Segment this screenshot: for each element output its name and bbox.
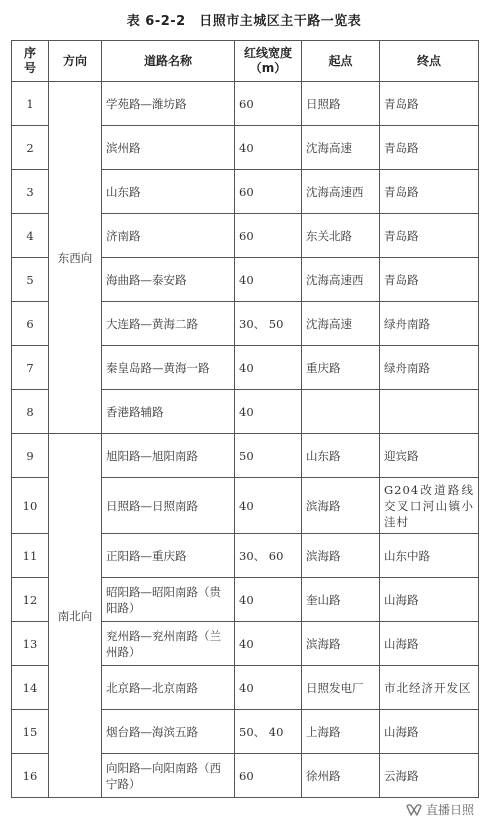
arterial-roads-table: [11, 40, 479, 798]
cell-road-name: 大连路—黄海二路: [102, 302, 235, 346]
cell-width: 40: [235, 390, 302, 434]
cell-width: 40: [235, 578, 302, 622]
cell-end: 山海路: [380, 622, 479, 666]
cell-start: 奎山路: [302, 578, 380, 622]
cell-end: G204改道路线交叉口河山镇小洼村: [380, 478, 479, 534]
cell-no: 9: [12, 434, 49, 478]
cell-start: [302, 390, 380, 434]
cell-road-name: 济南路: [102, 214, 235, 258]
cell-end: 山海路: [380, 710, 479, 754]
cell-end: 青岛路: [380, 170, 479, 214]
cell-no: 12: [12, 578, 49, 622]
cell-width: 40: [235, 346, 302, 390]
header-start: 起点: [302, 41, 380, 82]
watermark: [406, 801, 474, 818]
cell-no: 8: [12, 390, 49, 434]
cell-direction: 南北向: [49, 434, 102, 798]
cell-start: 滨海路: [302, 478, 380, 534]
cell-end: 山东中路: [380, 534, 479, 578]
cell-start: 滨海路: [302, 622, 380, 666]
cell-no: 2: [12, 126, 49, 170]
cell-start: 沈海高速西: [302, 170, 380, 214]
cell-end: 青岛路: [380, 214, 479, 258]
cell-no: 5: [12, 258, 49, 302]
cell-road-name: 昭阳路—昭阳南路（贵阳路）: [102, 578, 235, 622]
cell-end: 绿舟南路: [380, 346, 479, 390]
cell-width: 30、 60: [235, 534, 302, 578]
header-name: 道路名称: [102, 41, 235, 82]
cell-end: 迎宾路: [380, 434, 479, 478]
cell-width: 40: [235, 666, 302, 710]
cell-end: 市北经济开发区: [380, 666, 479, 710]
table-row: [12, 82, 479, 126]
cell-width: 50: [235, 434, 302, 478]
cell-no: 10: [12, 478, 49, 534]
table-header-row: [12, 41, 479, 82]
cell-width: 60: [235, 170, 302, 214]
cell-road-name: 旭阳路—旭阳南路: [102, 434, 235, 478]
cell-no: 13: [12, 622, 49, 666]
header-width: 红线宽度（m）: [235, 41, 302, 82]
cell-end: 青岛路: [380, 258, 479, 302]
cell-road-name: 日照路—日照南路: [102, 478, 235, 534]
cell-road-name: 香港路辅路: [102, 390, 235, 434]
cell-start: 山东路: [302, 434, 380, 478]
cell-end: 青岛路: [380, 82, 479, 126]
cell-start: 重庆路: [302, 346, 380, 390]
cell-end: 绿舟南路: [380, 302, 479, 346]
cell-no: 11: [12, 534, 49, 578]
cell-width: 40: [235, 478, 302, 534]
cell-road-name: 滨州路: [102, 126, 235, 170]
cell-no: 3: [12, 170, 49, 214]
cell-width: 40: [235, 622, 302, 666]
cell-width: 60: [235, 754, 302, 798]
cell-no: 6: [12, 302, 49, 346]
cell-width: 60: [235, 82, 302, 126]
table-row: [12, 434, 479, 478]
cell-end: 山海路: [380, 578, 479, 622]
cell-no: 14: [12, 666, 49, 710]
table-title: 表 6-2-2 日照市主城区主干路一览表: [126, 14, 362, 29]
cell-road-name: 学苑路—潍坊路: [102, 82, 235, 126]
cell-start: 东关北路: [302, 214, 380, 258]
cell-no: 7: [12, 346, 49, 390]
cell-width: 40: [235, 126, 302, 170]
cell-road-name: 北京路—北京南路: [102, 666, 235, 710]
cell-end: [380, 390, 479, 434]
cell-road-name: 秦皇岛路—黄海一路: [102, 346, 235, 390]
cell-start: 沈海高速: [302, 302, 380, 346]
cell-road-name: 向阳路—向阳南路（西宁路）: [102, 754, 235, 798]
cell-no: 4: [12, 214, 49, 258]
cell-end: 云海路: [380, 754, 479, 798]
cell-start: 徐州路: [302, 754, 380, 798]
cell-width: 60: [235, 214, 302, 258]
cell-width: 50、 40: [235, 710, 302, 754]
cell-start: 沈海高速: [302, 126, 380, 170]
cell-direction: 东西向: [49, 82, 102, 434]
cell-road-name: 兖州路—兖州南路（兰州路）: [102, 622, 235, 666]
cell-start: 日照路: [302, 82, 380, 126]
cell-width: 40: [235, 258, 302, 302]
cell-road-name: 山东路: [102, 170, 235, 214]
cell-no: 15: [12, 710, 49, 754]
cell-end: 青岛路: [380, 126, 479, 170]
header-no: 序号: [12, 41, 49, 82]
watermark-text: 直播日照: [425, 803, 474, 817]
header-direction: 方向: [49, 41, 102, 82]
header-end: 终点: [380, 41, 479, 82]
cell-road-name: 海曲路—泰安路: [102, 258, 235, 302]
cell-start: 日照发电厂: [302, 666, 380, 710]
cell-width: 30、 50: [235, 302, 302, 346]
wechat-channel-icon: [406, 803, 422, 817]
cell-road-name: 正阳路—重庆路: [102, 534, 235, 578]
cell-start: 滨海路: [302, 534, 380, 578]
cell-road-name: 烟台路—海滨五路: [102, 710, 235, 754]
cell-start: 上海路: [302, 710, 380, 754]
cell-start: 沈海高速西: [302, 258, 380, 302]
table-body: [12, 82, 479, 798]
cell-no: 1: [12, 82, 49, 126]
cell-no: 16: [12, 754, 49, 798]
